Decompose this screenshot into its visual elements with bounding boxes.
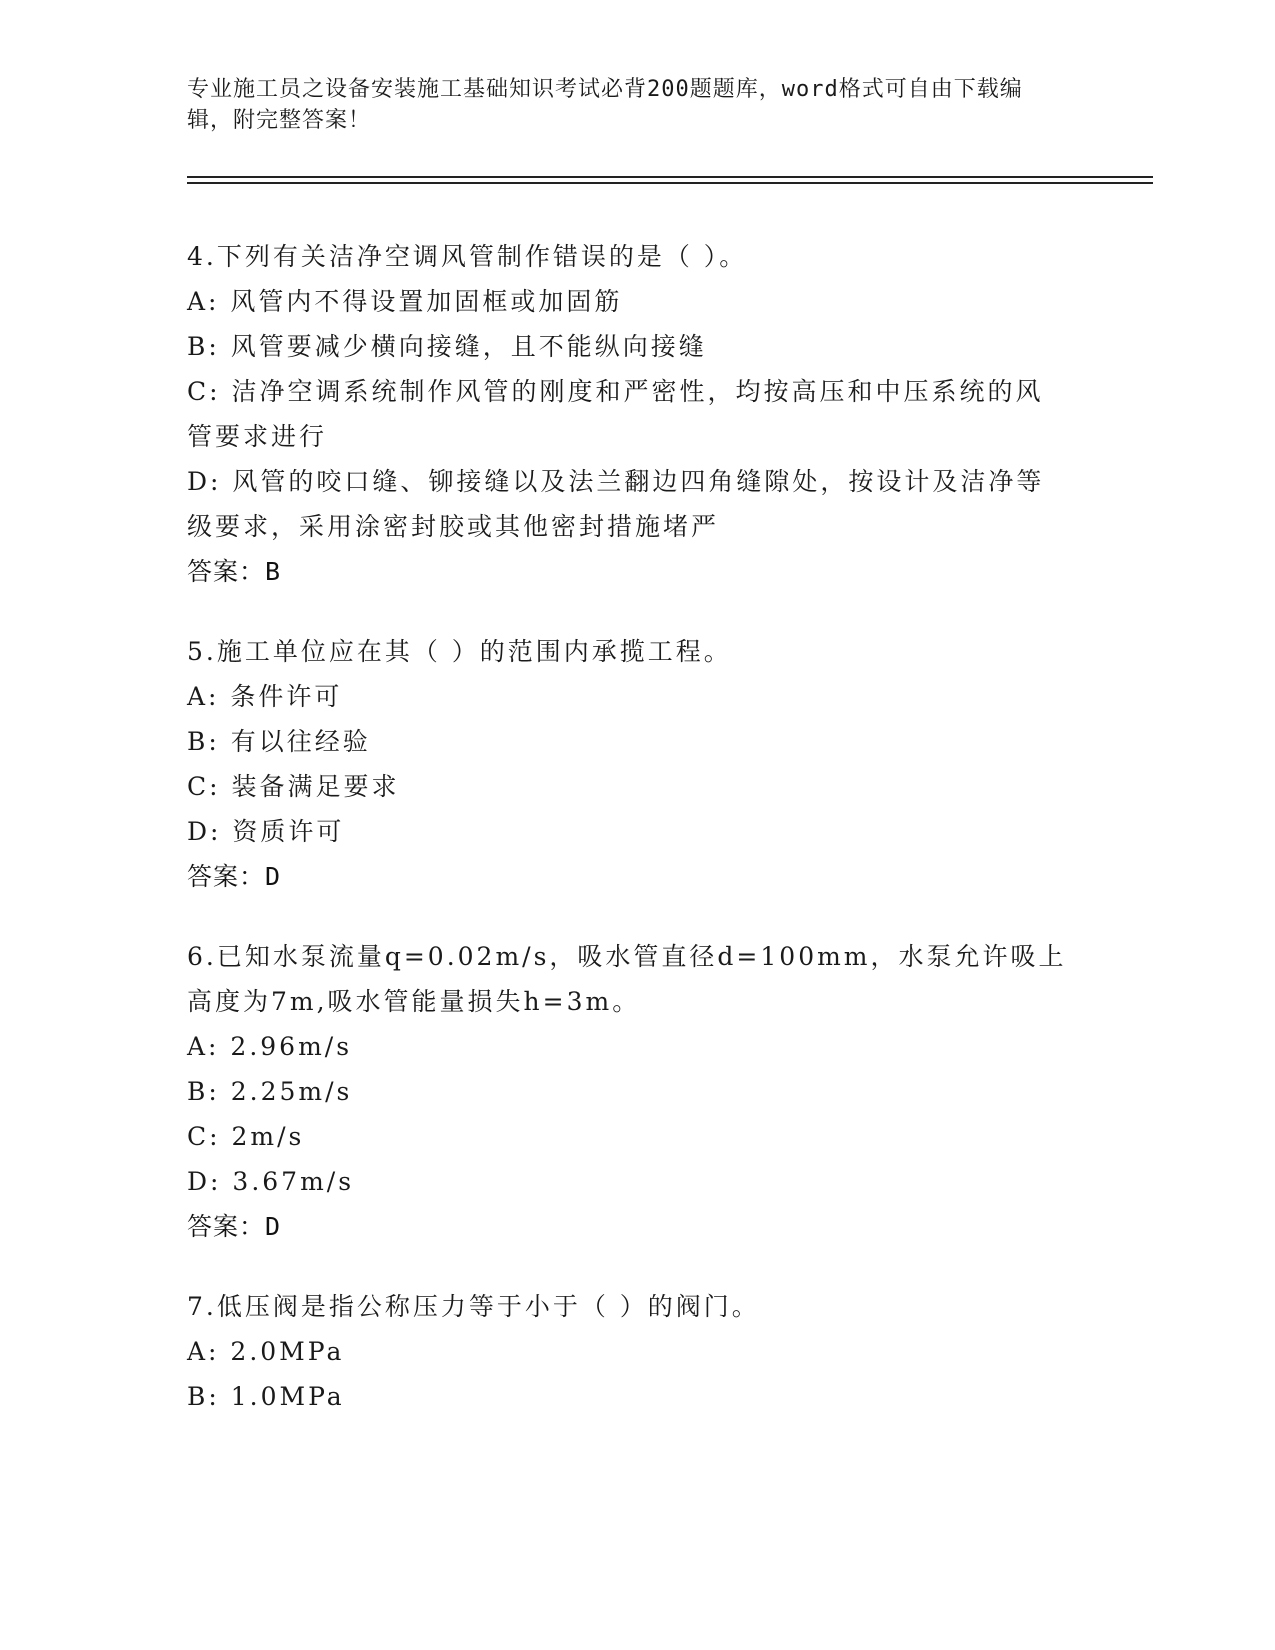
answer-label: 答案： — [187, 557, 266, 586]
option-a: A: 2.96m/s — [187, 1032, 353, 1061]
question-4 — [187, 234, 1067, 595]
option-d: D: 资质许可 — [187, 817, 345, 846]
answer-line — [187, 854, 1067, 900]
answer-value: D — [265, 862, 282, 891]
answer-line — [187, 549, 1067, 595]
option-c: C: 洁净空调系统制作风管的刚度和严密性，均按高压和中压系统的风管要求进行 — [187, 377, 1044, 451]
answer-value: B — [265, 557, 282, 586]
question-5 — [187, 629, 1067, 900]
question-stem: 5.施工单位应在其（ ）的范围内承揽工程。 — [187, 637, 732, 666]
option-b: B: 1.0MPa — [187, 1382, 345, 1411]
option-c: C: 2m/s — [187, 1122, 305, 1151]
question-list — [187, 234, 1067, 1453]
option-b: B: 风管要减少横向接缝，且不能纵向接缝 — [187, 332, 707, 361]
question-stem: 4.下列有关洁净空调风管制作错误的是（ ）。 — [187, 242, 748, 271]
option-b: B: 有以往经验 — [187, 727, 371, 756]
answer-label: 答案： — [187, 862, 266, 891]
answer-value: D — [265, 1212, 282, 1241]
question-7 — [187, 1284, 1067, 1419]
option-b: B: 2.25m/s — [187, 1077, 353, 1106]
answer-line — [187, 1204, 1067, 1250]
question-stem: 6.已知水泵流量q=0.02m/s，吸水管直径d=100mm，水泵允许吸上高度为7m,吸水管能量损失h=3m。 — [187, 942, 1067, 1016]
option-d: D: 风管的咬口缝、铆接缝以及法兰翻边四角缝隙处，按设计及洁净等级要求，采用涂密封胶或其他密封措施堵严 — [187, 467, 1045, 541]
question-stem: 7.低压阀是指公称压力等于小于（ ）的阀门。 — [187, 1292, 760, 1321]
option-a: A: 风管内不得设置加固框或加固筋 — [187, 287, 623, 316]
document-header: 专业施工员之设备安装施工基础知识考试必背200题题库，word格式可自由下载编辑，附完整答案！ — [187, 77, 1023, 133]
option-a: A: 条件许可 — [187, 682, 343, 711]
question-6 — [187, 934, 1067, 1250]
option-d: D: 3.67m/s — [187, 1167, 355, 1196]
header-divider-top — [187, 176, 1153, 178]
option-a: A: 2.0MPa — [187, 1337, 345, 1366]
option-c: C: 装备满足要求 — [187, 772, 400, 801]
answer-label: 答案： — [187, 1212, 266, 1241]
header-divider-bottom — [187, 182, 1153, 184]
